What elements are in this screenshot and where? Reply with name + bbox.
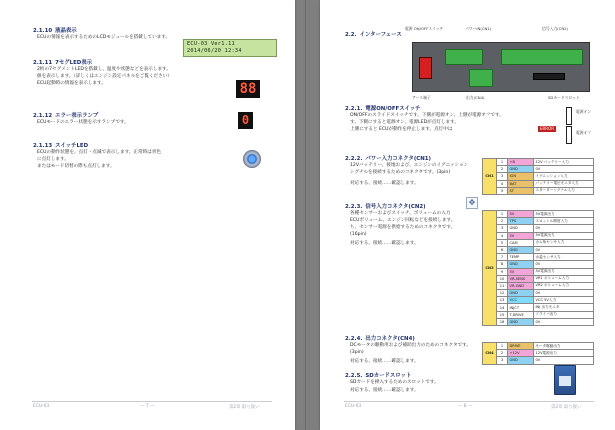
section-heading: 2.2.1. 電源ON/OFFスイッチ — [345, 106, 421, 112]
section-heading: 2.2.3. 信号入力コネクタ(CN2) — [345, 204, 426, 210]
body-text: ECUの情報を表示するためのLCDモジュールを搭載しています。 — [37, 35, 171, 40]
callout-sensor-in: 信号入力(CN2) — [542, 26, 569, 31]
move-handle-icon[interactable]: ✥ — [466, 197, 478, 209]
ecu-device-image — [412, 42, 590, 92]
power-switch-image — [419, 57, 432, 79]
body-text: す。下側にすると電源オン、電源LEDが点灯します。 — [350, 120, 459, 125]
connector-label: CN1 — [483, 159, 497, 195]
footer-right: 第2章 取り扱い — [551, 405, 582, 410]
section-heading: 2.2. インターフェース — [345, 32, 402, 38]
callout-power-switch: 電源 ON/OFFスイッチ — [405, 26, 444, 31]
section-heading: 2.2.5. SDカードスロット — [345, 373, 412, 379]
signal-connector-image — [501, 49, 583, 65]
body-text: ECUボリューム、エンジン回転などを接続します。 — [350, 218, 456, 223]
table-row: 4 5V 5V電源出力 — [483, 232, 594, 239]
table-row: 5 CAM カム角センサ入力 — [483, 239, 594, 246]
table-row: CN2 1 5V 5V電源出力 — [483, 211, 594, 218]
right-page — [320, 0, 615, 430]
connector-label: CN4 — [483, 343, 497, 365]
body-text: ち、センサー電源を供給するためのコネクタです。 — [350, 225, 456, 230]
left-page — [0, 0, 295, 430]
lcd-display — [183, 39, 277, 57]
lcd-line: 2014/06/20 12:34 — [187, 48, 242, 54]
section-heading: 2.2.4. 出力コネクタ(CN4) — [345, 336, 415, 342]
section-heading: 2.1.12 エラー表示ランプ — [33, 113, 99, 119]
table-row: 9 5V 5V電源出力 — [483, 268, 594, 275]
body-text: またはモード切替の際も点灯します。 — [37, 164, 115, 169]
section-heading: 2.1.10 液晶表示 — [33, 28, 77, 34]
body-text: 2桁の7セグメントLEDを搭載し、温度や状態などを表示します。 — [37, 67, 171, 72]
error-lamp-display: 0 — [238, 112, 253, 129]
callout-earth: アース端子 — [412, 95, 431, 100]
error-chip: ERROR — [539, 126, 554, 131]
body-text: SDカードを挿入するためのスロットです。 — [350, 380, 439, 385]
cn4-pin-table: CN4 1 DRIVE モータ駆動出力 2 +12V 12V電源出力 3 GND 0V — [482, 342, 594, 365]
output-connector-image — [469, 69, 493, 87]
footer-rule — [344, 401, 594, 402]
table-row: 2 TPS スロットル開度入力 — [483, 218, 594, 225]
table-row: 12 GND 0V — [483, 290, 594, 297]
table-row: 6 GND 0V — [483, 246, 594, 253]
table-row: 11 VR-GND VR2 ボリューム入力 — [483, 282, 594, 289]
table-row: 15 T-DRIVE ドライバ出力 — [483, 311, 594, 318]
table-row: 7 TEMP 水温センサ入力 — [483, 254, 594, 261]
section-heading: 2.1.13 スイッチLED — [33, 143, 89, 149]
footer-left: ECU-03 — [345, 404, 362, 409]
power-connector-image — [445, 49, 483, 65]
body-text: 12Vバッテリー、接地および、エンジンのイグニッション — [350, 163, 469, 168]
callout-power-in: パワーIN(CN1) — [465, 26, 492, 31]
switch-on-icon — [566, 107, 572, 125]
body-text: 対応する、接続……確認します。 — [350, 359, 419, 364]
body-text: (3pin) — [350, 350, 364, 355]
footer-left: ECU-03 — [33, 404, 50, 409]
footer-rule — [32, 401, 272, 402]
page-number: — 8 — — [458, 404, 473, 409]
body-text: 対応する、接続……確認します。 — [350, 181, 419, 186]
table-row: 14 INJCT INJ 出力モニタ — [483, 304, 594, 311]
body-text: シグナルを接続するためのコネクタです。(3pin) — [350, 170, 451, 175]
section-heading: 2.2.2. パワー入力コネクタ(CN1) — [345, 156, 431, 162]
table-row: 13 VCC VCC 5V入力 — [483, 297, 594, 304]
body-text: ECUの動作状態を、点灯・点滅で表示します。正常時は青色 — [37, 150, 161, 155]
section-heading: 2.1.11 7セグLED表示 — [33, 60, 93, 66]
page-number: — 7 — — [140, 404, 155, 409]
body-text: ON/OFFのスライドスイッチです。下側が電源オン、上側が電源オフです。 — [350, 113, 504, 118]
seven-segment-display: 88 — [236, 80, 260, 98]
body-text: に点灯します。 — [37, 157, 69, 162]
body-text: 各種センサーおよびスイッチ、ボリュームの入力 — [350, 211, 451, 216]
table-row: 3 GND 0V — [483, 225, 594, 232]
footer-right: 第2章 取り扱い — [229, 405, 260, 410]
table-row: 10 VR-SENS VR1 ボリューム入力 — [483, 275, 594, 282]
lcd-line: ECU-03 Ver1.11 — [187, 41, 235, 47]
switch-on-label: 電源オン — [576, 109, 592, 114]
cn1-pin-table: CN1 1 +B 12V バッテリー入力 2 GND 0V 3 IGN イグニッション入力 4 BAT バッテリー電圧モニタ入力 5 ST スターターシグナル入力 — [482, 158, 594, 195]
callout-output: 出力(CN4) — [466, 95, 485, 100]
table-row: 16 GND 0V — [483, 318, 594, 325]
cn2-pin-table — [482, 210, 594, 326]
switch-led-image — [243, 150, 261, 168]
page-gap — [305, 0, 306, 430]
body-text: ECUモードのエラー状態を示すランプです。 — [37, 120, 129, 125]
sd-card-icon — [554, 365, 576, 395]
table-row: 8 GND 0V — [483, 261, 594, 268]
body-text: 対応する、接続……確認します。 — [350, 388, 419, 393]
body-text: ECU起動時の情報を表示します。 — [37, 81, 106, 86]
switch-off-label: 電源オフ — [576, 130, 592, 135]
body-text: DCモータの駆動用および補助出力のためのコネクタです。 — [350, 343, 471, 348]
switch-off-icon — [566, 126, 572, 144]
body-text: 対応する、接続……確認します。 — [350, 241, 419, 246]
body-text: 値を表示します。（詳しくはエンジン設定パネルをご覧ください） — [37, 74, 172, 79]
body-text: 上側にすると ECUが動作を停止します。点灯中は — [350, 127, 453, 132]
callout-sd: SDカードスロット — [548, 95, 580, 100]
connector-label: CN2 — [483, 211, 497, 326]
sd-slot-image — [533, 73, 565, 80]
body-text: (16pin) — [350, 232, 367, 237]
